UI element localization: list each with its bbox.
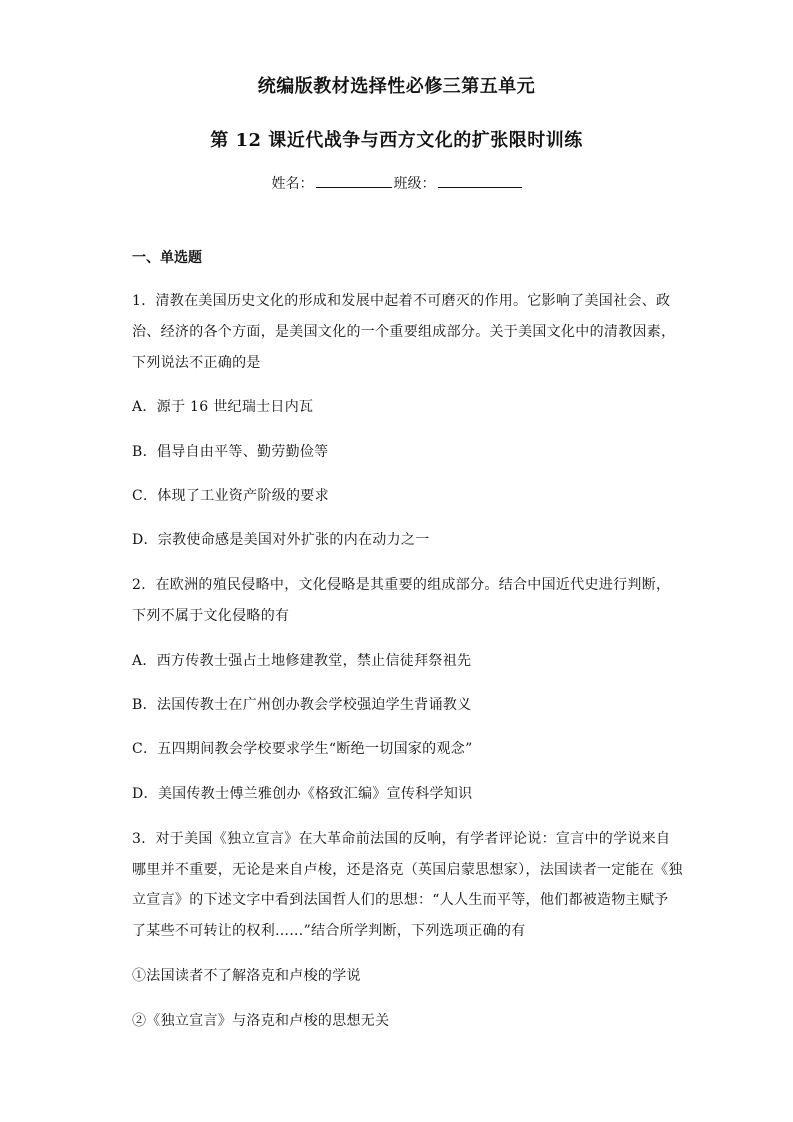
question-1-text-line2: 治、经济的各个方面，是美国文化的一个重要组成部分。关于美国文化中的清教因素， <box>132 324 676 340</box>
name-blank[interactable] <box>316 173 392 188</box>
question-2-text-line2: 下列不属于文化侵略的有 <box>132 608 290 624</box>
student-info-line <box>0 173 793 193</box>
question-3-text-line2: 哪里并不重要，无论是来自卢梭，还是洛克（英国启蒙思想家），法国读者一定能在《独 <box>132 862 683 878</box>
section-heading: 一、单选题 <box>132 250 202 266</box>
question-3-text-line3: 立宣言》的下述文字中看到法国哲人们的思想：“人人生而平等，他们都被造物主赋予 <box>132 892 669 908</box>
question-2-option-c[interactable]: C．五四期间教会学校要求学生“断绝一切国家的观念” <box>132 741 473 757</box>
question-1-text-line1: 1．清教在美国历史文化的形成和发展中起着不可磨灭的作用。它影响了美国社会、政 <box>132 293 671 309</box>
question-3-text-line4: 了某些不可转让的权利……”结合所学判断，下列选项正确的有 <box>132 923 526 939</box>
question-1-option-c[interactable]: C．体现了工业资产阶级的要求 <box>132 488 329 504</box>
question-1-option-d[interactable]: D．宗教使命感是美国对外扩张的内在动力之一 <box>132 532 430 548</box>
document-title-line2: 第 12 课近代战争与西方文化的扩张限时训练 <box>210 130 583 151</box>
question-1-text-line3: 下列说法不正确的是 <box>132 355 261 371</box>
question-3-item-1: ①法国读者不了解洛克和卢梭的学说 <box>132 968 361 984</box>
document-title-line1: 统编版教材选择性必修三第五单元 <box>257 76 536 97</box>
class-label: 班级： <box>393 176 436 192</box>
question-2-option-a[interactable]: A．西方传教士强占土地修建教堂，禁止信徒拜祭祖先 <box>132 653 472 669</box>
question-2-text-line1: 2．在欧洲的殖民侵略中，文化侵略是其重要的组成部分。结合中国近代史进行判断， <box>132 577 671 593</box>
question-3-item-2: ②《独立宣言》与洛克和卢梭的思想无关 <box>132 1013 390 1029</box>
class-blank[interactable] <box>438 173 522 188</box>
name-label: 姓名： <box>271 176 314 192</box>
question-2-option-d[interactable]: D．美国传教士傅兰雅创办《格致汇编》宣传科学知识 <box>132 786 473 802</box>
question-2-option-b[interactable]: B．法国传教士在广州创办教会学校强迫学生背诵教义 <box>132 697 472 713</box>
question-3-text-line1: 3．对于美国《独立宣言》在大革命前法国的反响，有学者评论说：宣言中的学说来自 <box>132 831 671 847</box>
question-1-option-a[interactable]: A．源于 16 世纪瑞士日内瓦 <box>132 399 314 415</box>
question-1-option-b[interactable]: B．倡导自由平等、勤劳勤俭等 <box>132 444 329 460</box>
